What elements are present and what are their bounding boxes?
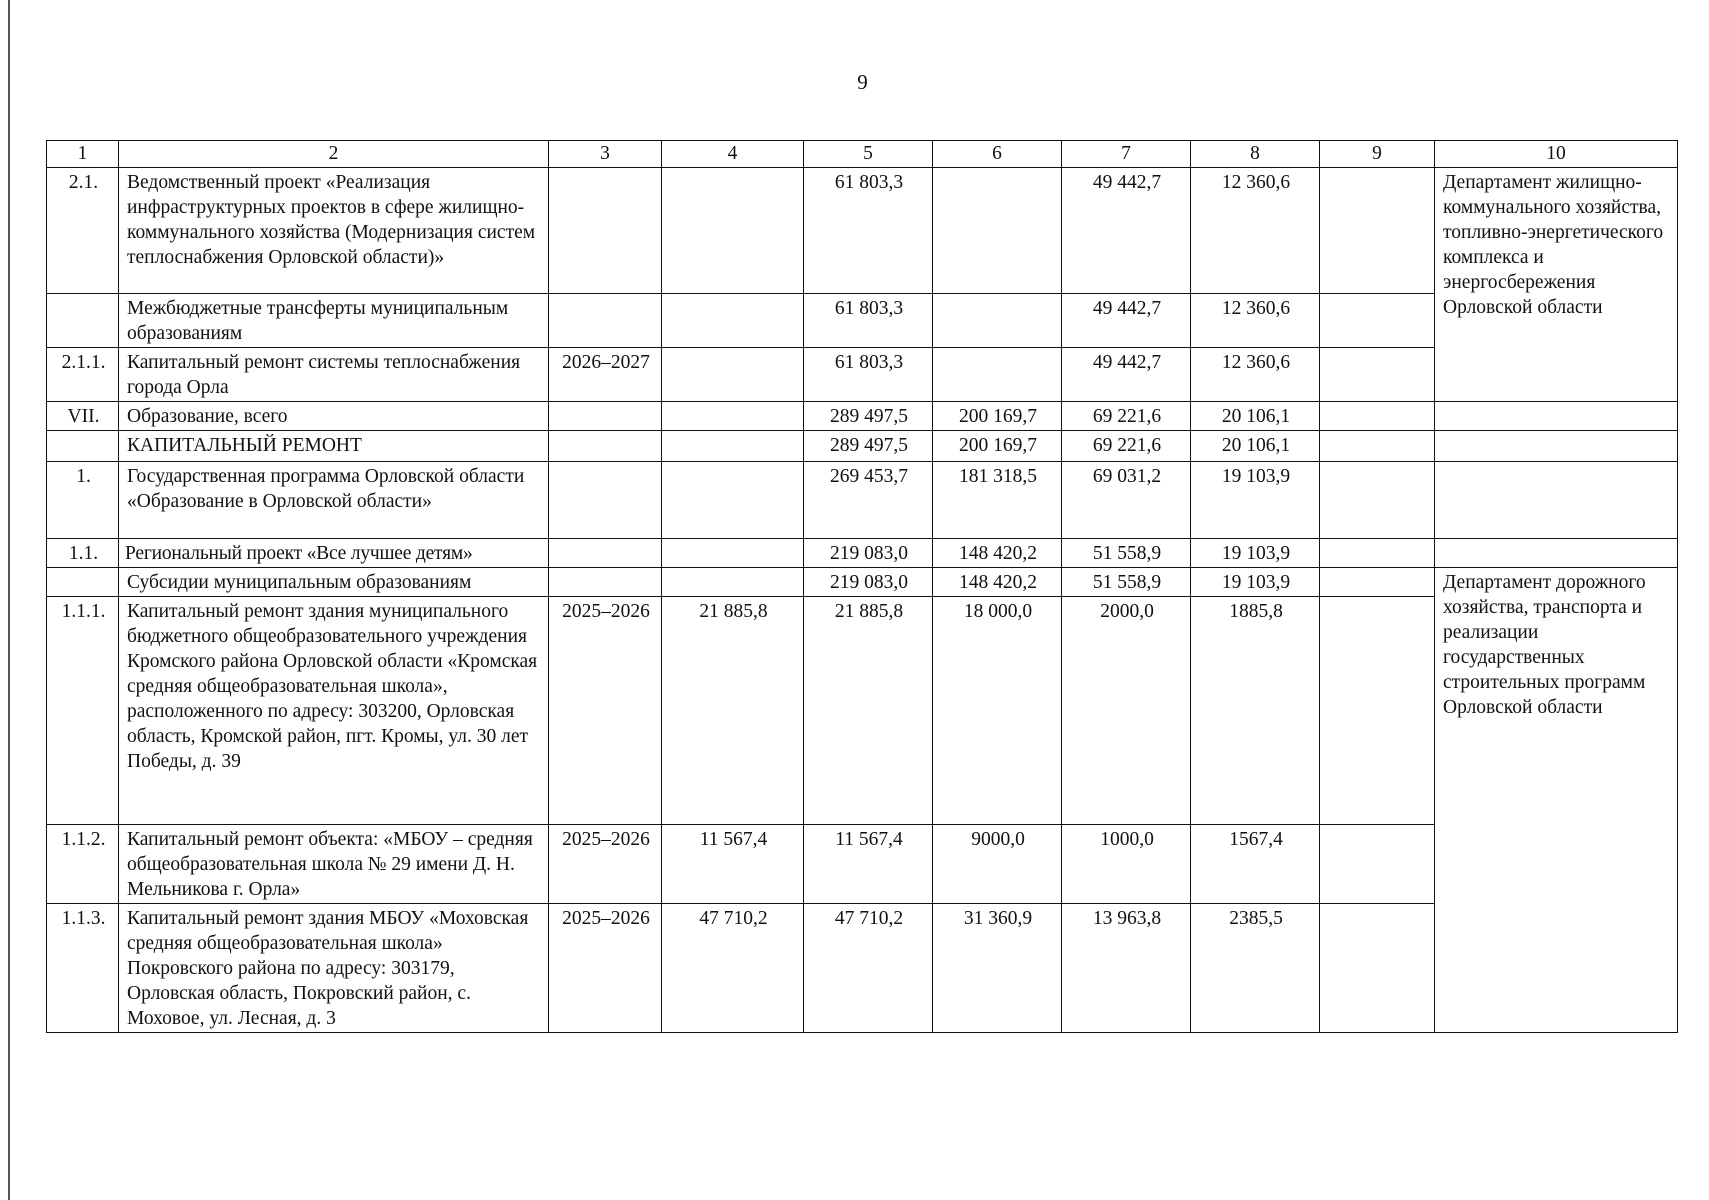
column-header: 8 [1191, 141, 1320, 168]
table-row [47, 904, 1678, 1033]
cell-col9 [1320, 431, 1435, 462]
cell-col6: 200 169,7 [933, 402, 1062, 431]
table-row [47, 568, 1678, 597]
header-row [47, 141, 1678, 168]
table-row [47, 539, 1678, 568]
column-header: 1 [47, 141, 119, 168]
cell-col10 [1435, 462, 1678, 539]
cell-col5: 61 803,3 [804, 294, 933, 348]
cell-col6: 18 000,0 [933, 597, 1062, 825]
cell-col5: 219 083,0 [804, 539, 933, 568]
cell-col8: 1885,8 [1191, 597, 1320, 825]
cell-col4 [662, 402, 804, 431]
column-header: 9 [1320, 141, 1435, 168]
cell-col7: 49 442,7 [1062, 348, 1191, 402]
row-name: Капитальный ремонт здания МБОУ «Моховская средняя общеобразовательная школа» Покровского района по адресу: 303179, Орловская область, Покровский район, с. Моховое, ул. Лесная, д. 3 [119, 904, 549, 1033]
cell-col7: 69 221,6 [1062, 402, 1191, 431]
budget-table [46, 140, 1678, 1033]
row-number [47, 568, 119, 597]
cell-col7: 13 963,8 [1062, 904, 1191, 1033]
cell-col7: 51 558,9 [1062, 568, 1191, 597]
scan-edge [8, 0, 10, 1200]
cell-col5: 289 497,5 [804, 402, 933, 431]
table-row [47, 462, 1678, 539]
cell-col5: 21 885,8 [804, 597, 933, 825]
row-name: Образование, всего [119, 402, 549, 431]
table-row [47, 348, 1678, 402]
cell-col6: 200 169,7 [933, 431, 1062, 462]
cell-col4 [662, 294, 804, 348]
cell-col9 [1320, 539, 1435, 568]
cell-col4: 11 567,4 [662, 825, 804, 904]
cell-col6: 148 420,2 [933, 568, 1062, 597]
cell-col8: 12 360,6 [1191, 294, 1320, 348]
cell-col5: 219 083,0 [804, 568, 933, 597]
column-header: 4 [662, 141, 804, 168]
row-number: 2.1. [47, 168, 119, 294]
row-number: 1. [47, 462, 119, 539]
page-number: 9 [857, 70, 868, 94]
row-name: Ведомственный проект «Реализация инфраструктурных проектов в сфере жилищно-коммунального хозяйства (Модернизация систем теплоснабжения Орловской области)» [119, 168, 549, 294]
table-row [47, 294, 1678, 348]
row-name: Государственная программа Орловской области «Образование в Орловской области» [119, 462, 549, 539]
row-number: 1.1.1. [47, 597, 119, 825]
row-name: Межбюджетные трансферты муниципальным образованиям [119, 294, 549, 348]
cell-years: 2025–2026 [549, 904, 662, 1033]
table-row [47, 168, 1678, 294]
row-name: КАПИТАЛЬНЫЙ РЕМОНТ [119, 431, 549, 462]
cell-col7: 51 558,9 [1062, 539, 1191, 568]
cell-col6 [933, 348, 1062, 402]
column-header: 6 [933, 141, 1062, 168]
cell-years [549, 539, 662, 568]
cell-col9 [1320, 825, 1435, 904]
cell-col4: 47 710,2 [662, 904, 804, 1033]
row-number [47, 294, 119, 348]
cell-col10 [1435, 402, 1678, 431]
cell-col5: 269 453,7 [804, 462, 933, 539]
responsible-roads: Департамент дорожного хозяйства, транспорта и реализации государственных строительных программ Орловской области [1435, 568, 1678, 1033]
cell-col9 [1320, 462, 1435, 539]
cell-years: 2025–2026 [549, 825, 662, 904]
table-row [47, 431, 1678, 462]
cell-col8: 12 360,6 [1191, 168, 1320, 294]
cell-years [549, 294, 662, 348]
cell-col10 [1435, 539, 1678, 568]
cell-col6: 9000,0 [933, 825, 1062, 904]
row-number: 1.1.3. [47, 904, 119, 1033]
cell-col8: 1567,4 [1191, 825, 1320, 904]
cell-col4: 21 885,8 [662, 597, 804, 825]
cell-col7: 2000,0 [1062, 597, 1191, 825]
cell-col9 [1320, 168, 1435, 294]
row-number: 1.1.2. [47, 825, 119, 904]
cell-col9 [1320, 294, 1435, 348]
cell-col5: 61 803,3 [804, 168, 933, 294]
cell-col8: 2385,5 [1191, 904, 1320, 1033]
column-header: 3 [549, 141, 662, 168]
row-name: Субсидии муниципальным образованиям [119, 568, 549, 597]
table-row [47, 402, 1678, 431]
row-number: 1.1. [47, 539, 119, 568]
cell-col9 [1320, 402, 1435, 431]
cell-years: 2026–2027 [549, 348, 662, 402]
table-row [47, 825, 1678, 904]
cell-col7: 1000,0 [1062, 825, 1191, 904]
cell-years [549, 402, 662, 431]
row-number: VII. [47, 402, 119, 431]
cell-years [549, 168, 662, 294]
cell-years [549, 462, 662, 539]
cell-years [549, 568, 662, 597]
cell-col6 [933, 294, 1062, 348]
cell-col5: 47 710,2 [804, 904, 933, 1033]
cell-col9 [1320, 568, 1435, 597]
cell-col6: 181 318,5 [933, 462, 1062, 539]
cell-col8: 20 106,1 [1191, 431, 1320, 462]
cell-col4 [662, 431, 804, 462]
column-header: 7 [1062, 141, 1191, 168]
row-name: Капитальный ремонт системы теплоснабжения города Орла [119, 348, 549, 402]
cell-col6: 148 420,2 [933, 539, 1062, 568]
cell-col8: 19 103,9 [1191, 462, 1320, 539]
cell-col8: 19 103,9 [1191, 539, 1320, 568]
row-name: Региональный проект «Все лучшее детям» [119, 539, 549, 568]
cell-years [549, 431, 662, 462]
table-row [47, 597, 1678, 825]
cell-col5: 11 567,4 [804, 825, 933, 904]
column-header: 2 [119, 141, 549, 168]
cell-col8: 12 360,6 [1191, 348, 1320, 402]
cell-col5: 61 803,3 [804, 348, 933, 402]
cell-col7: 69 031,2 [1062, 462, 1191, 539]
cell-col5: 289 497,5 [804, 431, 933, 462]
cell-col8: 20 106,1 [1191, 402, 1320, 431]
cell-col4 [662, 462, 804, 539]
row-name: Капитальный ремонт объекта: «МБОУ – средняя общеобразовательная школа № 29 имени Д. Н. Мельникова г. Орла» [119, 825, 549, 904]
row-name: Капитальный ремонт здания муниципального бюджетного общеобразовательного учреждения Кромского района Орловской области «Кромская средняя общеобразовательная школа», расположенного по адресу: 303200, Орловская область, Кромской район, пгт. Кромы, ул. 30 лет Победы, д. 39 [119, 597, 549, 825]
cell-col9 [1320, 904, 1435, 1033]
cell-col7: 49 442,7 [1062, 294, 1191, 348]
cell-col4 [662, 539, 804, 568]
row-number [47, 431, 119, 462]
column-header: 5 [804, 141, 933, 168]
cell-col9 [1320, 597, 1435, 825]
responsible-housing: Департамент жилищно-коммунального хозяйства, топливно-энергетического комплекса и энергосбережения Орловской области [1435, 168, 1678, 402]
cell-col4 [662, 568, 804, 597]
cell-col7: 69 221,6 [1062, 431, 1191, 462]
cell-col4 [662, 168, 804, 294]
cell-years: 2025–2026 [549, 597, 662, 825]
row-number: 2.1.1. [47, 348, 119, 402]
cell-col6: 31 360,9 [933, 904, 1062, 1033]
cell-col7: 49 442,7 [1062, 168, 1191, 294]
column-header: 10 [1435, 141, 1678, 168]
cell-col8: 19 103,9 [1191, 568, 1320, 597]
cell-col6 [933, 168, 1062, 294]
cell-col10 [1435, 431, 1678, 462]
cell-col9 [1320, 348, 1435, 402]
cell-col4 [662, 348, 804, 402]
